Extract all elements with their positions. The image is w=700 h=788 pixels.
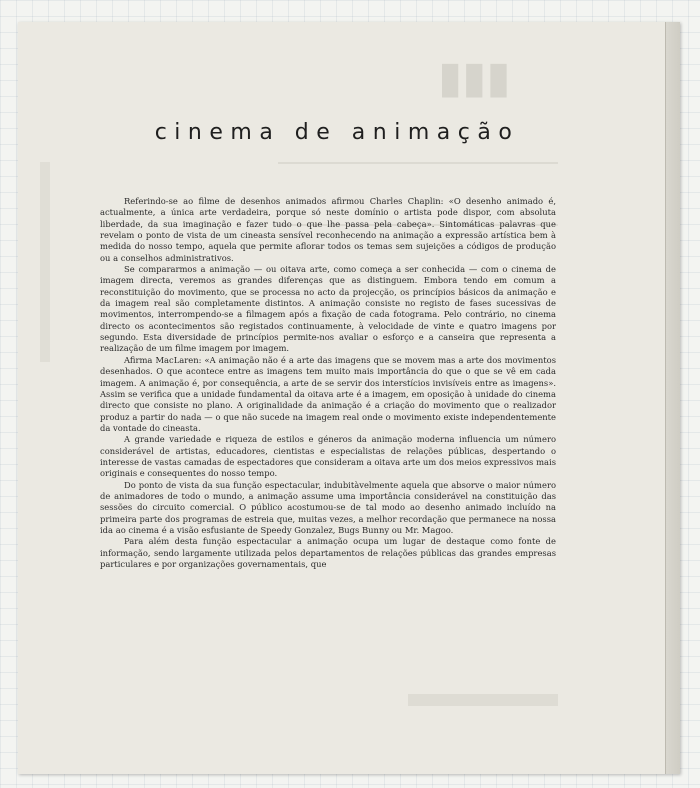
paragraph: Referindo-se ao filme de desenhos animados afirmou Charles Chaplin: «O desenho animado é, actualmente, a única arte verdadeira, porque só neste domínio o artista pode dispor, com absoluta liberdade, da sua imaginação e fazer tudo o que lhe passa pela cabeça». Sintomáticas palavras que revelam o ponto de vista de um cineasta sensível reconhecendo na animação a expressão artística bem à medida do nosso tempo, aquela que permite aflorar todos os temas sem sujeições a códigos de produção ou a conselhos administrativos. <box>100 196 556 263</box>
paragraph: A grande variedade e riqueza de estilos e géneros da animação moderna influencia um número considerável de artistas, educadores, cientistas e especialistas de relações públicas, despertando o interesse de vastas camadas de espectadores que consideram a oitava arte um dos meios expressivos mais originais e consequentes do nosso tempo. <box>100 434 556 479</box>
paragraph: Afirma MacLaren: «A animação não é a arte das imagens que se movem mas a arte dos movimentos desenhados. O que acontece entre as imagens tem muito mais importância do que o que se vê em cada imagem. A animação é, por consequência, a arte de se servir dos interstícios invisíveis entre as imagens». Assim se verifica que a unidade fundamental da oitava arte é a imagem, em oposição à unidade do cinema directo que consiste no plano. A originalidade da animação é a criação do movimento que o realizador produz a partir do nada — o que não sucede na imagem real onde o movimento existe independentemente da vontade do cineasta. <box>100 354 556 433</box>
paragraph: Para além desta função espectacular a animação ocupa um lugar de destaque como fonte de informação, sendo largamente utilizada pelos departamentos de relações públicas das grandes empresas particulares e por organizações governamentais, que <box>100 536 556 569</box>
paragraph: Se compararmos a animação — ou oitava arte, como começa a ser conhecida — com o cinema de imagem directa, veremos as grandes diferenças que as distinguem. Embora tendo em comum a reconstituição do movimento, que se processa no acto da projecção, os princípios básicos da animação e da imagem real são completamente distintos. A animação consiste no registo de fases sucessivas de movimentos, interrompendo-se a filmagem após a fixação de cada fotograma. Pelo contrário, no cinema directo os acontecimentos são registados continuamente, à velocidade de vinte e quatro imagens por segundo. Esta diversidade de princípios permite-nos avaliar o esforço e a canseira que representa a realização de um filme imagem por imagem. <box>100 264 556 354</box>
document-body <box>100 196 556 570</box>
bleed-through-large: ▮▮▮ <box>438 52 511 103</box>
page-fold <box>665 22 680 774</box>
bleed-through-footer <box>408 694 558 706</box>
document-title: cinema de animação <box>154 120 520 145</box>
paragraph: Do ponto de vista da sua função espectacular, indubitàvelmente aquela que absorve o maior número de animadores de todo o mundo, a animação assume uma importância considerável na constituição das sessões do circuito comercial. O público acostumou-se de tal modo ao desenho animado incluído na primeira parte dos programas de estreia que, muitas vezes, a melhor recordação que permanece na nossa ida ao cinema é a visão esfusiante de Speedy Gonzalez, Bugs Bunny ou Mr. Magoo. <box>100 479 556 535</box>
bleed-through-side <box>40 162 50 362</box>
